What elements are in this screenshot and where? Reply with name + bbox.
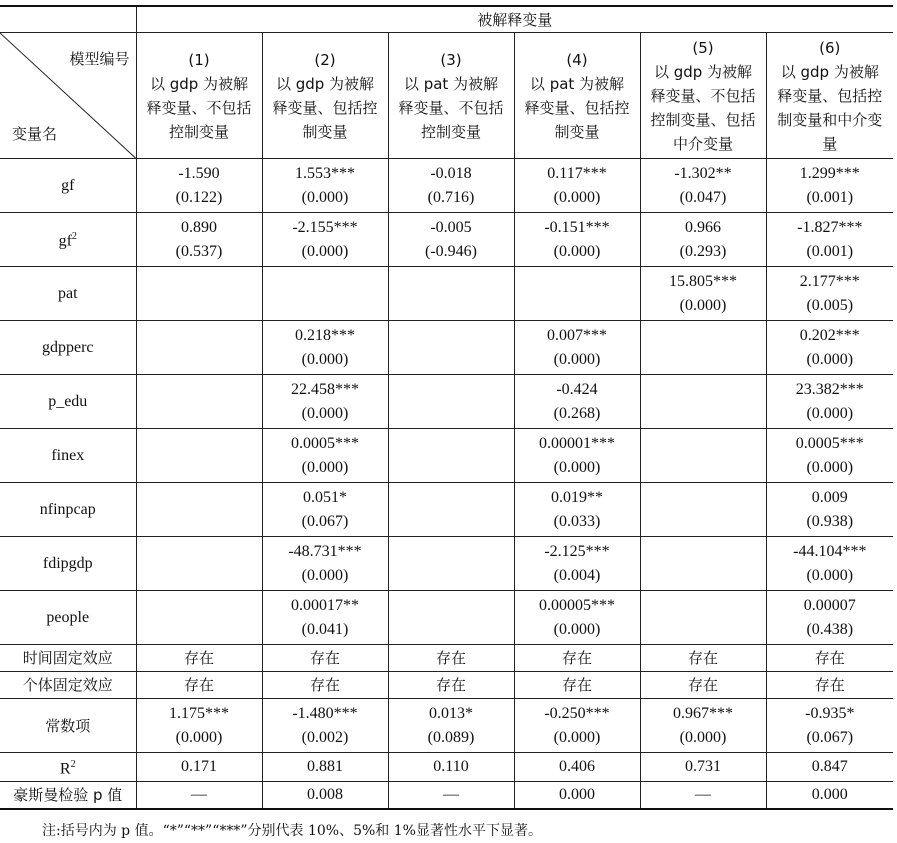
p-value: (0.438) bbox=[806, 620, 854, 638]
p-value: (0.000) bbox=[806, 566, 854, 584]
p-value: (0.067) bbox=[806, 728, 854, 746]
coefficient-cell bbox=[388, 321, 514, 375]
variable-name bbox=[0, 699, 136, 753]
table-row-finex bbox=[0, 429, 893, 483]
fixed-effect-value: 存在 bbox=[136, 645, 262, 672]
model-number: (3) bbox=[440, 50, 462, 69]
coefficient-cell bbox=[388, 213, 514, 267]
coefficient-value: 0.0005*** bbox=[291, 434, 359, 452]
coefficient-cell bbox=[766, 429, 893, 483]
p-value: (-0.946) bbox=[425, 242, 477, 260]
coefficient-cell bbox=[136, 375, 262, 429]
fixed-effect-value: 存在 bbox=[514, 645, 640, 672]
coefficient-cell bbox=[640, 483, 766, 537]
coefficient-cell bbox=[262, 591, 388, 645]
fixed-effect-value: 存在 bbox=[262, 645, 388, 672]
p-value: (0.041) bbox=[301, 620, 349, 638]
p-value: (0.000) bbox=[301, 458, 349, 476]
coefficient-value: -0.151*** bbox=[544, 218, 610, 236]
coefficient-cell bbox=[640, 159, 766, 213]
variable-name bbox=[0, 375, 136, 429]
coefficient-value: -2.155*** bbox=[292, 218, 358, 236]
variable-name bbox=[0, 645, 136, 672]
variable-name bbox=[0, 483, 136, 537]
coefficient-cell bbox=[514, 699, 640, 753]
coefficient-value: 0.019** bbox=[551, 488, 603, 506]
coefficient-cell bbox=[640, 267, 766, 321]
diagonal-corner-header bbox=[0, 33, 136, 159]
variable-name-text: gdpperc bbox=[41, 338, 94, 356]
model-header-3 bbox=[388, 33, 514, 159]
p-value: (0.122) bbox=[175, 188, 223, 206]
variable-name-text: 豪斯曼检验 p 值 bbox=[13, 786, 123, 805]
variable-name-text: pat bbox=[57, 284, 78, 302]
coefficient-value: -2.125*** bbox=[544, 542, 610, 560]
coefficient-value: -1.480*** bbox=[292, 704, 358, 722]
model-description: 以 gdp 为被解释变量、包括控制变量 bbox=[272, 74, 378, 141]
coefficient-value: 0.218*** bbox=[295, 326, 355, 344]
coefficient-cell bbox=[766, 537, 893, 591]
coefficient-cell bbox=[388, 699, 514, 753]
coefficient-cell bbox=[262, 159, 388, 213]
table-row-fdipgdp bbox=[0, 537, 893, 591]
p-value: (0.000) bbox=[301, 566, 349, 584]
dependent-variable-group-header: 被解释变量 bbox=[136, 6, 893, 33]
coefficient-value: 0.00007 bbox=[803, 596, 856, 614]
coefficient-cell bbox=[766, 699, 893, 753]
coefficient-value: -0.005 bbox=[430, 218, 472, 236]
r-squared-value: 0.847 bbox=[766, 753, 893, 782]
coefficient-cell bbox=[640, 591, 766, 645]
fixed-effect-value: 存在 bbox=[514, 672, 640, 699]
coefficient-cell bbox=[388, 591, 514, 645]
coefficient-value: 0.013* bbox=[429, 704, 473, 722]
p-value: (0.716) bbox=[427, 188, 475, 206]
hausman-p-value: 0.000 bbox=[514, 782, 640, 810]
variable-name bbox=[0, 429, 136, 483]
variable-name bbox=[0, 782, 136, 810]
p-value: (0.000) bbox=[553, 188, 601, 206]
model-header-4 bbox=[514, 33, 640, 159]
coefficient-cell bbox=[640, 375, 766, 429]
fixed-effect-value: 存在 bbox=[136, 672, 262, 699]
p-value: (0.000) bbox=[553, 458, 601, 476]
variable-name bbox=[0, 267, 136, 321]
coefficient-value: 0.00001*** bbox=[539, 434, 615, 452]
p-value: (0.000) bbox=[301, 242, 349, 260]
constant-row bbox=[0, 699, 893, 753]
r-squared-value: 0.110 bbox=[388, 753, 514, 782]
model-description: 以 gdp 为被解释变量、包括控制变量和中介变量 bbox=[777, 62, 883, 153]
p-value: (0.000) bbox=[301, 188, 349, 206]
coefficient-cell bbox=[514, 429, 640, 483]
variable-name-text: nfinpcap bbox=[39, 500, 96, 518]
table-row-p_edu bbox=[0, 375, 893, 429]
model-description: 以 gdp 为被解释变量、不包括控制变量 bbox=[146, 74, 252, 141]
model-description: 以 pat 为被解释变量、不包括控制变量 bbox=[398, 74, 504, 141]
hausman-p-value: — bbox=[640, 782, 766, 810]
empty-corner-top bbox=[0, 6, 136, 33]
coefficient-cell bbox=[262, 267, 388, 321]
coefficient-cell bbox=[766, 213, 893, 267]
coefficient-cell bbox=[136, 537, 262, 591]
r-squared-value: 0.881 bbox=[262, 753, 388, 782]
coefficient-cell bbox=[262, 483, 388, 537]
model-number: (4) bbox=[566, 50, 588, 69]
hausman-p-value: 0.000 bbox=[766, 782, 893, 810]
coefficient-cell bbox=[640, 213, 766, 267]
coefficient-cell bbox=[766, 321, 893, 375]
p-value: (0.005) bbox=[806, 296, 854, 314]
coefficient-value: 0.00005*** bbox=[539, 596, 615, 614]
r-squared-value: 0.406 bbox=[514, 753, 640, 782]
p-value: (0.000) bbox=[806, 350, 854, 368]
coefficient-value: -0.935* bbox=[805, 704, 855, 722]
coefficient-cell bbox=[514, 483, 640, 537]
variable-name-label: 变量名 bbox=[12, 125, 58, 143]
fixed-effect-value: 存在 bbox=[388, 672, 514, 699]
p-value: (0.000) bbox=[301, 350, 349, 368]
variable-name bbox=[0, 159, 136, 213]
coefficient-cell bbox=[514, 213, 640, 267]
coefficient-value: 0.007*** bbox=[547, 326, 607, 344]
table-row-gf bbox=[0, 213, 893, 267]
coefficient-cell bbox=[262, 537, 388, 591]
coefficient-cell bbox=[640, 699, 766, 753]
coefficient-cell bbox=[640, 321, 766, 375]
p-value: (0.000) bbox=[175, 728, 223, 746]
coefficient-cell bbox=[766, 159, 893, 213]
coefficient-cell bbox=[262, 699, 388, 753]
coefficient-cell bbox=[640, 429, 766, 483]
coefficient-cell bbox=[766, 267, 893, 321]
coefficient-cell bbox=[136, 159, 262, 213]
coefficient-cell bbox=[514, 267, 640, 321]
hausman-p-value: 0.008 bbox=[262, 782, 388, 810]
model-header-1 bbox=[136, 33, 262, 159]
coefficient-cell bbox=[136, 321, 262, 375]
model-description: 以 pat 为被解释变量、包括控制变量 bbox=[524, 74, 630, 141]
variable-name bbox=[0, 591, 136, 645]
variable-name bbox=[0, 213, 136, 267]
coefficient-cell bbox=[388, 537, 514, 591]
variable-name bbox=[0, 672, 136, 699]
fixed-effect-value: 存在 bbox=[640, 645, 766, 672]
coefficient-cell bbox=[514, 375, 640, 429]
table-row-nfinpcap bbox=[0, 483, 893, 537]
coefficient-value: 0.967*** bbox=[673, 704, 733, 722]
variable-name-text: gf bbox=[61, 176, 75, 194]
coefficient-cell bbox=[388, 159, 514, 213]
coefficient-cell bbox=[388, 429, 514, 483]
p-value: (0.001) bbox=[806, 242, 854, 260]
coefficient-value: 23.382*** bbox=[795, 380, 864, 398]
fixed-effect-value: 存在 bbox=[388, 645, 514, 672]
coefficient-cell bbox=[136, 699, 262, 753]
coefficient-cell bbox=[640, 537, 766, 591]
variable-name bbox=[0, 321, 136, 375]
coefficient-value: 0.00017** bbox=[291, 596, 359, 614]
coefficient-cell bbox=[136, 267, 262, 321]
coefficient-value: 1.175*** bbox=[169, 704, 229, 722]
hausman-p-value: — bbox=[136, 782, 262, 810]
coefficient-cell bbox=[388, 267, 514, 321]
variable-name-text: R bbox=[59, 760, 71, 778]
table-note: 注:括号内为 p 值。“*”“**”“***”分别代表 10%、5%和 1%显著性水平下显著。 bbox=[42, 823, 542, 839]
coefficient-cell bbox=[514, 537, 640, 591]
coefficient-value: -1.302** bbox=[674, 164, 732, 182]
p-value: (0.000) bbox=[553, 350, 601, 368]
coefficient-cell bbox=[262, 429, 388, 483]
coefficient-value: 0.051* bbox=[303, 488, 347, 506]
r-squared-row bbox=[0, 753, 893, 782]
model-description: 以 gdp 为被解释变量、不包括控制变量、包括中介变量 bbox=[650, 62, 756, 153]
table-row-people bbox=[0, 591, 893, 645]
coefficient-value: 0.009 bbox=[811, 488, 848, 506]
fixed-effect-row bbox=[0, 672, 893, 699]
model-number-label: 模型编号 bbox=[69, 50, 130, 68]
model-header-6 bbox=[766, 33, 893, 159]
coefficient-value: 1.299*** bbox=[799, 164, 860, 182]
coefficient-value: -44.104*** bbox=[793, 542, 867, 560]
fixed-effect-row bbox=[0, 645, 893, 672]
coefficient-value: -1.827*** bbox=[797, 218, 863, 236]
coefficient-value: 0.966 bbox=[685, 218, 721, 236]
variable-name-text: 常数项 bbox=[45, 716, 91, 735]
coefficient-value: 0.0005*** bbox=[795, 434, 864, 452]
variable-name-text: people bbox=[46, 608, 90, 626]
p-value: (0.000) bbox=[679, 296, 727, 314]
p-value: (0.293) bbox=[679, 242, 727, 260]
coefficient-cell bbox=[514, 591, 640, 645]
p-value: (0.001) bbox=[806, 188, 854, 206]
coefficient-cell bbox=[136, 213, 262, 267]
p-value: (0.000) bbox=[679, 728, 727, 746]
p-value: (0.067) bbox=[301, 512, 349, 530]
regression-results-table bbox=[0, 5, 893, 810]
variable-name-text: finex bbox=[51, 446, 85, 464]
p-value: (0.000) bbox=[806, 404, 854, 422]
coefficient-value: 1.553*** bbox=[295, 164, 355, 182]
coefficient-cell bbox=[136, 591, 262, 645]
coefficient-value: 15.805*** bbox=[669, 272, 737, 290]
fixed-effect-value: 存在 bbox=[640, 672, 766, 699]
superscript: 2 bbox=[71, 231, 77, 243]
coefficient-value: -0.250*** bbox=[544, 704, 610, 722]
coefficient-value: 0.890 bbox=[181, 218, 217, 236]
coefficient-value: 2.177*** bbox=[799, 272, 860, 290]
fixed-effect-value: 存在 bbox=[766, 645, 893, 672]
model-number: (1) bbox=[188, 50, 210, 69]
p-value: (0.268) bbox=[553, 404, 601, 422]
coefficient-cell bbox=[766, 483, 893, 537]
superscript: 2 bbox=[70, 759, 76, 770]
variable-name bbox=[0, 537, 136, 591]
r-squared-value: 0.731 bbox=[640, 753, 766, 782]
r-squared-value: 0.171 bbox=[136, 753, 262, 782]
fixed-effect-value: 存在 bbox=[766, 672, 893, 699]
coefficient-value: -48.731*** bbox=[288, 542, 362, 560]
coefficient-cell bbox=[514, 321, 640, 375]
table-row-pat bbox=[0, 267, 893, 321]
p-value: (0.000) bbox=[553, 728, 601, 746]
variable-name-text: p_edu bbox=[48, 392, 88, 410]
coefficient-cell bbox=[514, 159, 640, 213]
variable-name-text: 个体固定效应 bbox=[22, 676, 113, 694]
coefficient-value: -0.424 bbox=[556, 380, 598, 398]
variable-name-text: 时间固定效应 bbox=[22, 649, 113, 667]
coefficient-value: 0.117*** bbox=[547, 164, 607, 182]
table-row-gdpperc bbox=[0, 321, 893, 375]
variable-name bbox=[0, 753, 136, 782]
coefficient-cell bbox=[262, 213, 388, 267]
p-value: (0.000) bbox=[553, 620, 601, 638]
p-value: (0.537) bbox=[175, 242, 223, 260]
coefficient-value: -0.018 bbox=[430, 164, 472, 182]
p-value: (0.000) bbox=[301, 404, 349, 422]
coefficient-value: 22.458*** bbox=[291, 380, 359, 398]
hausman-row bbox=[0, 782, 893, 810]
model-number: (2) bbox=[314, 50, 336, 69]
fixed-effect-value: 存在 bbox=[262, 672, 388, 699]
p-value: (0.002) bbox=[301, 728, 349, 746]
coefficient-cell bbox=[388, 375, 514, 429]
model-number: (6) bbox=[819, 38, 841, 57]
coefficient-cell bbox=[262, 375, 388, 429]
p-value: (0.000) bbox=[553, 242, 601, 260]
coefficient-cell bbox=[136, 483, 262, 537]
p-value: (0.000) bbox=[806, 458, 854, 476]
p-value: (0.047) bbox=[679, 188, 727, 206]
variable-name-text: fdipgdp bbox=[42, 554, 93, 572]
p-value: (0.938) bbox=[806, 512, 854, 530]
coefficient-value: 0.202*** bbox=[799, 326, 860, 344]
coefficient-cell bbox=[766, 375, 893, 429]
coefficient-cell bbox=[388, 483, 514, 537]
model-number: (5) bbox=[692, 38, 714, 57]
p-value: (0.089) bbox=[427, 728, 475, 746]
model-header-5 bbox=[640, 33, 766, 159]
coefficient-cell bbox=[262, 321, 388, 375]
hausman-p-value: — bbox=[388, 782, 514, 810]
coefficient-value: -1.590 bbox=[178, 164, 220, 182]
table-row-gf bbox=[0, 159, 893, 213]
coefficient-cell bbox=[766, 591, 893, 645]
model-header-2 bbox=[262, 33, 388, 159]
p-value: (0.033) bbox=[553, 512, 601, 530]
p-value: (0.004) bbox=[553, 566, 601, 584]
coefficient-cell bbox=[136, 429, 262, 483]
variable-name-text: gf bbox=[58, 232, 72, 250]
